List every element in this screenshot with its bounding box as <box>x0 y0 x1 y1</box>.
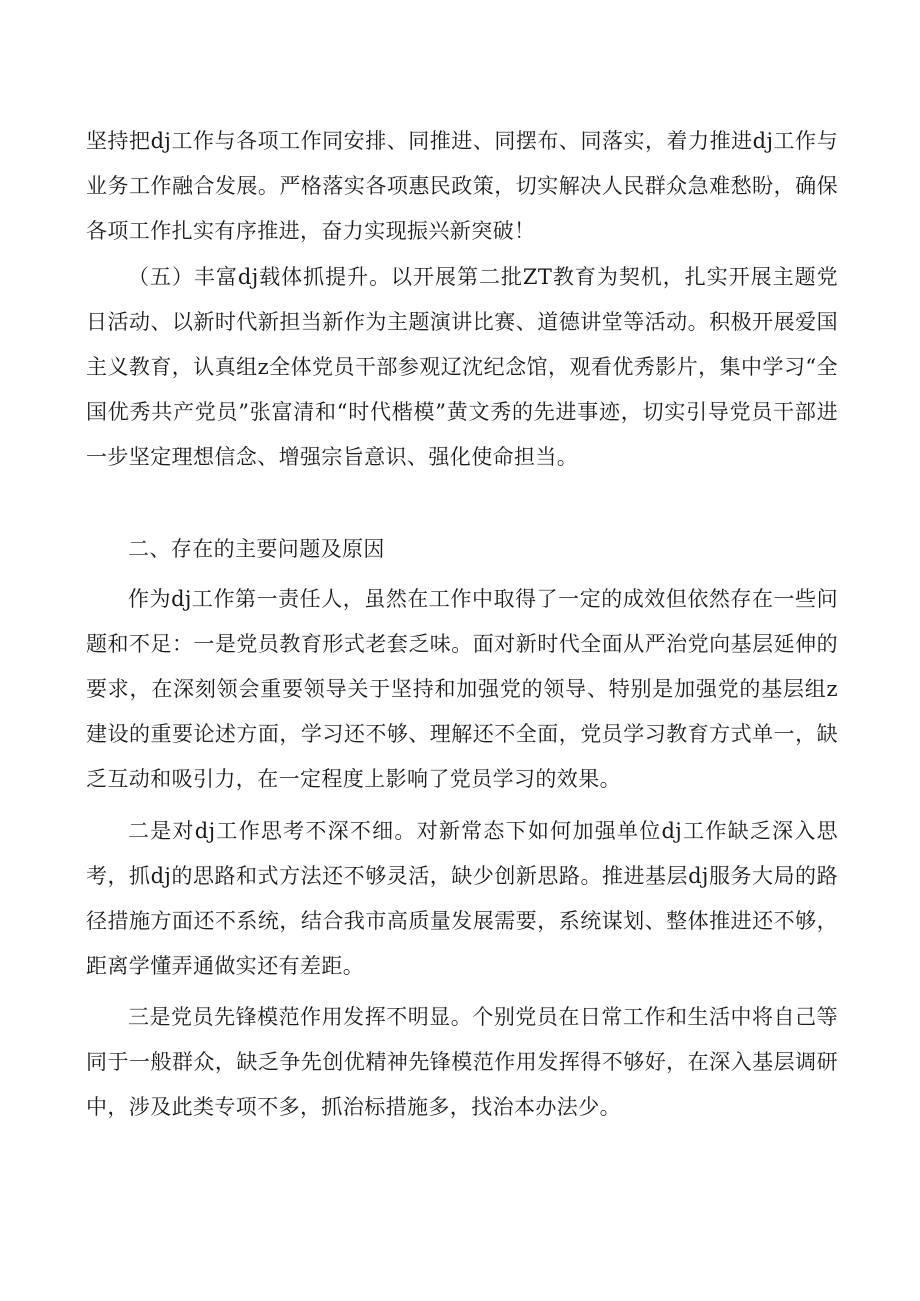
paragraph-problem-one: 作为dj工作第一责任人，虽然在工作中取得了一定的成效但依然存在一些问题和不足：一是党员教育形式老套乏味。面对新时代全面从严治党向基层延伸的要求，在深刻领会重要领导关于坚持和加强党的领导、特别是加强党的基层组z建设的重要论述方面，学习还不够、理解还不全面，党员学习教育方式单一，缺乏互动和吸引力，在一定程度上影响了党员学习的效果。 <box>86 587 838 791</box>
paragraph-problem-two: 二是对dj工作思考不深不细。对新常态下如何加强单位dj工作缺乏深入思考，抓dj的思路和式方法还不够灵活，缺少创新思路。推进基层dj服务大局的路径措施方面还不系统，结合我市高质量发展需要，系统谋划、整体推进还不够，距离学懂弄通做实还有差距。 <box>86 819 838 978</box>
paragraph-work-integration: 坚持把dj工作与各项工作同安排、同推进、同摆布、同落实，着力推进dj工作与业务工作融合发展。严格落实各项惠民政策，切实解决人民群众急难愁盼，确保各项工作扎实有序推进，奋力实现振兴新突破！ <box>86 129 838 243</box>
paragraph-problem-three: 三是党员先锋模范作用发挥不明显。个别党员在日常工作和生活中将自己等同于一般群众，缺乏争先创优精神先锋模范作用发挥得不够好，在深入基层调研中，涉及此类专项不多，抓治标措施多，找治本办法少。 <box>86 1005 838 1119</box>
paragraph-section-five: （五）丰富dj载体抓提升。以开展第二批ZT教育为契机，扎实开展主题党日活动、以新时代新担当新作为主题演讲比赛、道德讲堂等活动。积极开展爱国主义教育，认真组z全体党员干部参观辽沈纪念馆，观看优秀影片，集中学习“全国优秀共产党员”张富清和“时代楷模”黄文秀的先进事迹，切实引导党员干部进一步坚定理想信念、增强宗旨意识、强化使命担当。 <box>86 265 838 469</box>
section-heading-problems: 二、存在的主要问题及原因 <box>128 537 385 561</box>
